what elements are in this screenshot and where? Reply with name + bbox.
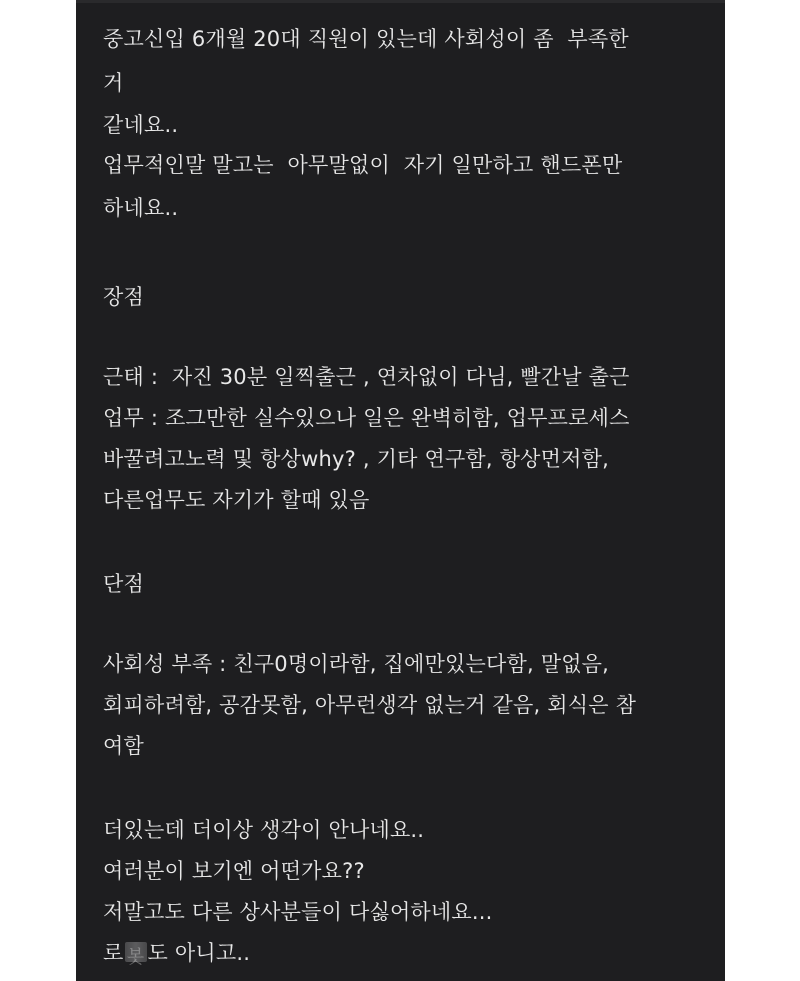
section-heading-pros: 장점 bbox=[103, 285, 144, 309]
post-text-line: 더있는데 더이상 생각이 안나네요.. bbox=[103, 818, 425, 842]
last-line-rest: 도 아니고.. bbox=[147, 941, 251, 965]
last-line-prefix: 로 bbox=[103, 941, 124, 965]
post-text-line: 업무적인말 말고는 아무말없이 자기 일만하고 핸드폰만 bbox=[103, 153, 623, 177]
post-text-line: 업무 : 조그만한 실수있으나 일은 완벽히함, 업무프로세스 bbox=[103, 406, 630, 430]
post-text-line: 하네요.. bbox=[103, 196, 179, 220]
post-text-line: 여함 bbox=[103, 734, 144, 758]
post-text-line: 사회성 부족 : 친구0명이라함, 집에만있는다함, 말없음, bbox=[103, 652, 610, 676]
post-text-line: 근태 : 자진 30분 일찍출근 , 연차없이 다님, 빨간날 출근 bbox=[103, 365, 630, 389]
post-text-line: 바꿀려고노력 및 항상why? , 기타 연구함, 항상먼저함, bbox=[103, 447, 609, 471]
post-text-line: 저말고도 다른 상사분들이 다싫어하네요... bbox=[103, 900, 493, 924]
post-text-line: 여러분이 보기엔 어떤가요?? bbox=[103, 859, 365, 883]
post-body-panel bbox=[76, 0, 725, 981]
post-text-line: 다른업무도 자기가 할때 있음 bbox=[103, 488, 370, 512]
post-text-line: 중고신입 6개월 20대 직원이 있는데 사회성이 좀 부족한 bbox=[103, 27, 629, 51]
obscured-character bbox=[125, 942, 147, 968]
panel-top-divider bbox=[76, 0, 725, 3]
section-heading-cons: 단점 bbox=[103, 572, 144, 596]
post-text-line: 같네요.. bbox=[103, 113, 179, 137]
post-text-line: 회피하려함, 공감못함, 아무런생각 없는거 같음, 회식은 참 bbox=[103, 693, 637, 717]
post-text-line: 거 bbox=[103, 71, 124, 95]
obscured-character-text: 봇 bbox=[126, 947, 145, 968]
post-text-line-last bbox=[103, 939, 250, 967]
